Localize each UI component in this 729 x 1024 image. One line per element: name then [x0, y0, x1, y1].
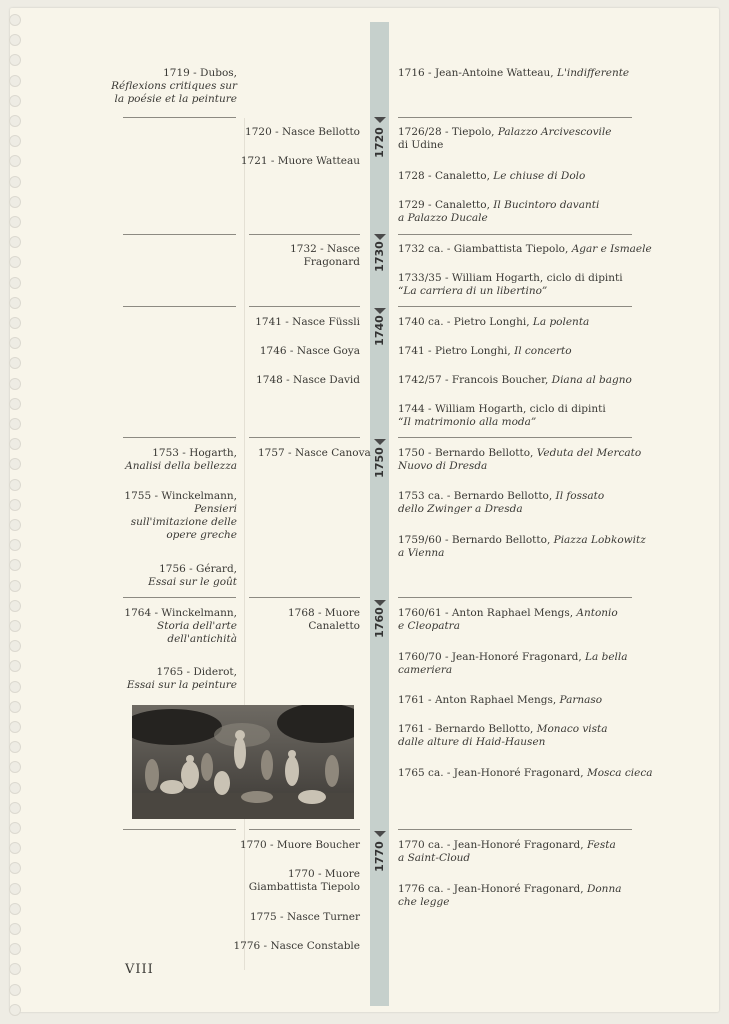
binder-hole: [9, 822, 21, 834]
binder-hole: [9, 317, 21, 329]
theory-entry: 1765 - Diderot, Essai sur la peinture: [126, 666, 237, 691]
page-number: VIII: [125, 962, 154, 977]
decade-label-1760: 1760: [373, 606, 386, 638]
divider-rule: [249, 234, 360, 235]
artwork-entry: 1759/60 - Bernardo Bellotto, Piazza Lobkowitz a Vienna: [398, 534, 646, 559]
decade-label-1730: 1730: [373, 240, 386, 272]
decade-label-1720: 1720: [373, 126, 386, 158]
binder-hole: [9, 95, 21, 107]
artwork-entry: 1750 - Bernardo Bellotto, Veduta del Mercato Nuovo di Dresda: [398, 447, 642, 472]
binder-hole: [9, 115, 21, 127]
divider-rule: [398, 306, 632, 307]
artwork-entry: 1732 ca. - Giambattista Tiepolo, Agar e Ismaele: [398, 243, 652, 255]
divider-rule: [123, 117, 236, 118]
theory-entry: 1764 - Winckelmann, Storia dell'arte dell'antichità: [124, 607, 237, 645]
artwork-entry: 1726/28 - Tiepolo, Palazzo Arcivescovile di Udine: [398, 126, 612, 151]
event-entry: 1775 - Nasce Turner: [250, 911, 360, 923]
artwork-entry: 1753 ca. - Bernardo Bellotto, Il fossato dello Zwinger a Dresda: [398, 490, 605, 515]
binder-hole: [9, 580, 21, 592]
theory-entry: 1753 - Hogarth, Analisi della bellezza: [125, 447, 237, 472]
divider-rule: [123, 437, 236, 438]
binder-hole: [9, 903, 21, 915]
binder-hole: [9, 782, 21, 794]
theory-entry: 1755 - Winckelmann, Pensieri sull'imitazione delle opere greche: [124, 490, 237, 541]
divider-rule: [249, 829, 360, 830]
artwork-entry: 1776 ca. - Jean-Honoré Fragonard, Donna che legge: [398, 883, 622, 908]
artwork-entry: 1728 - Canaletto, Le chiuse di Dolo: [398, 170, 586, 182]
binder-hole: [9, 701, 21, 713]
binder-hole: [9, 297, 21, 309]
artwork-entry: 1741 - Pietro Longhi, Il concerto: [398, 345, 572, 357]
artwork-entry: 1729 - Canaletto, Il Bucintoro davanti a Palazzo Ducale: [398, 199, 600, 224]
binder-hole: [9, 883, 21, 895]
theory-entry: 1756 - Gérard, Essai sur le goût: [148, 563, 237, 588]
event-entry: 1770 - Muore Giambattista Tiepolo: [248, 868, 360, 893]
binder-hole: [9, 216, 21, 228]
theory-entry: 1719 - Dubos, Réflexions critiques sur la poésie et la peinture: [111, 67, 237, 105]
binder-hole: [9, 600, 21, 612]
artwork-entry: 1770 ca. - Jean-Honoré Fragonard, Festa a Saint-Cloud: [398, 839, 616, 864]
binder-hole: [9, 418, 21, 430]
event-entry: 1721 - Muore Watteau: [240, 155, 360, 167]
decade-label-1770: 1770: [373, 840, 386, 872]
binder-hole: [9, 923, 21, 935]
event-entry: 1776 - Nasce Constable: [233, 940, 360, 952]
divider-rule: [398, 597, 632, 598]
binder-hole: [9, 721, 21, 733]
artwork-entry: 1760/61 - Anton Raphael Mengs, Antonio e Cleopatra: [398, 607, 618, 632]
artwork-entry: 1716 - Jean-Antoine Watteau, L'indifferente: [398, 67, 630, 79]
binder-hole: [9, 479, 21, 491]
divider-rule: [249, 437, 360, 438]
binder-hole: [9, 176, 21, 188]
artwork-entry: 1760/70 - Jean-Honoré Fragonard, La bella cameriera: [398, 651, 628, 676]
divider-rule: [249, 306, 360, 307]
decade-marker-icon: [374, 439, 386, 445]
decade-marker-icon: [374, 234, 386, 240]
divider-rule: [123, 597, 236, 598]
event-entry: 1732 - Nasce Fragonard: [290, 243, 360, 268]
binder-hole: [9, 277, 21, 289]
binder-hole: [9, 620, 21, 632]
event-entry: 1748 - Nasce David: [256, 374, 360, 386]
divider-rule: [123, 829, 236, 830]
artwork-entry: 1744 - William Hogarth, ciclo di dipinti “Il matrimonio alla moda”: [398, 403, 606, 428]
event-entry: 1720 - Nasce Bellotto: [245, 126, 360, 138]
divider-rule: [249, 597, 360, 598]
divider-rule: [398, 234, 632, 235]
artwork-entry: 1761 - Anton Raphael Mengs, Parnaso: [398, 694, 603, 706]
artwork-entry: 1740 ca. - Pietro Longhi, La polenta: [398, 316, 590, 328]
divider-rule: [398, 437, 632, 438]
artwork-entry: 1733/35 - William Hogarth, ciclo di dipinti “La carriera di un libertino”: [398, 272, 623, 297]
divider-rule: [398, 829, 632, 830]
binder-hole: [9, 499, 21, 511]
decade-label-1750: 1750: [373, 446, 386, 478]
decade-label-1740: 1740: [373, 314, 386, 346]
binder-hole: [9, 378, 21, 390]
binder-hole: [9, 802, 21, 814]
binder-hole: [9, 681, 21, 693]
divider-rule: [123, 306, 236, 307]
decade-marker-icon: [374, 308, 386, 314]
artwork-entry: 1765 ca. - Jean-Honoré Fragonard, Mosca cieca: [398, 767, 653, 779]
decade-marker-icon: [374, 831, 386, 837]
binder-hole: [9, 984, 21, 996]
artwork-entry: 1761 - Bernardo Bellotto, Monaco vista dalle alture di Haid-Hausen: [398, 723, 608, 748]
decade-marker-icon: [374, 600, 386, 606]
event-entry: 1768 - Muore Canaletto: [287, 607, 360, 632]
binder-hole: [9, 196, 21, 208]
artwork-entry: 1742/57 - Francois Boucher, Diana al bagno: [398, 374, 632, 386]
divider-rule: [398, 117, 632, 118]
binder-hole: [9, 75, 21, 87]
event-entry: 1770 - Muore Boucher: [239, 839, 360, 851]
event-entry: 1746 - Nasce Goya: [259, 345, 360, 357]
binder-hole: [9, 398, 21, 410]
event-entry: 1757 - Nasce Canova: [258, 447, 371, 459]
binder-hole: [9, 519, 21, 531]
engraving-parnassus-image: [132, 705, 354, 819]
binder-hole: [9, 14, 21, 26]
divider-rule: [123, 234, 236, 235]
binder-hole: [9, 1004, 21, 1016]
decade-marker-icon: [374, 117, 386, 123]
event-entry: 1741 - Nasce Füssli: [255, 316, 360, 328]
